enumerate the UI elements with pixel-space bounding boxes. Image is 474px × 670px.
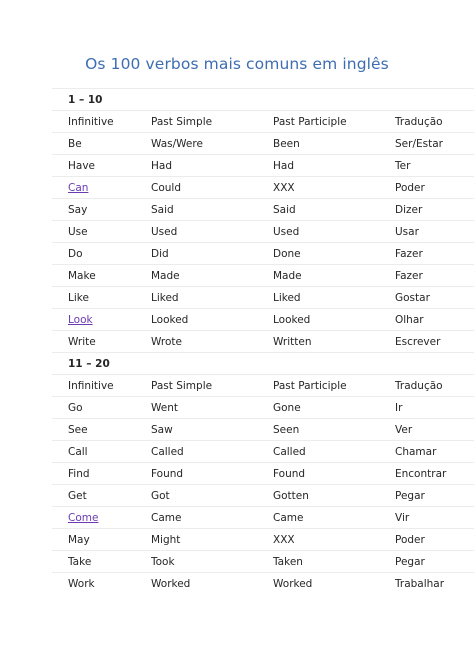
- table-row: [52, 176, 474, 198]
- translation-cell: Dizer: [395, 204, 423, 216]
- table-row: [52, 396, 474, 418]
- translation-cell: Pegar: [395, 490, 425, 502]
- past-simple-cell: Was/Were: [151, 138, 203, 150]
- past-participle-cell: Found: [273, 468, 306, 480]
- translation-cell: Vir: [395, 512, 410, 524]
- table-row: [52, 440, 474, 462]
- past-simple-cell: Used: [151, 226, 178, 238]
- table-row: [52, 132, 474, 154]
- column-header-row: [52, 110, 474, 132]
- translation-cell: Ver: [395, 424, 413, 436]
- past-simple-cell: Went: [151, 402, 178, 414]
- past-simple-cell: Found: [151, 468, 184, 480]
- past-participle-cell: Worked: [273, 578, 313, 590]
- past-simple-cell: Got: [151, 490, 170, 502]
- past-participle-cell: Gone: [273, 402, 301, 414]
- infinitive-cell: See: [68, 424, 88, 436]
- table-row: [52, 242, 474, 264]
- past-participle-cell: XXX: [273, 182, 295, 194]
- past-participle-cell: Used: [273, 226, 300, 238]
- column-header: Tradução: [395, 380, 443, 392]
- translation-cell: Pegar: [395, 556, 425, 568]
- table-row: [52, 286, 474, 308]
- infinitive-cell: Make: [68, 270, 96, 282]
- infinitive-cell: Write: [68, 336, 96, 348]
- translation-cell: Gostar: [395, 292, 430, 304]
- past-participle-cell: Looked: [273, 314, 311, 326]
- translation-cell: Olhar: [395, 314, 424, 326]
- infinitive-cell: Call: [68, 446, 88, 458]
- infinitive-cell: May: [68, 534, 90, 546]
- column-header: Infinitive: [68, 116, 114, 128]
- page-title: Os 100 verbos mais comuns em inglês: [85, 55, 389, 73]
- column-header: Past Participle: [273, 116, 347, 128]
- translation-cell: Usar: [395, 226, 419, 238]
- infinitive-cell: Like: [68, 292, 89, 304]
- past-simple-cell: Could: [151, 182, 181, 194]
- table-row: [52, 330, 474, 352]
- translation-cell: Ir: [395, 402, 403, 414]
- infinitive-cell: Take: [68, 556, 92, 568]
- verb-link-come[interactable]: Come: [68, 512, 99, 524]
- infinitive-cell: Go: [68, 402, 83, 414]
- translation-cell: Poder: [395, 182, 425, 194]
- table-row: [52, 462, 474, 484]
- section-header: [52, 352, 474, 374]
- column-header: Past Simple: [151, 116, 213, 128]
- past-simple-cell: Looked: [151, 314, 189, 326]
- past-participle-cell: Called: [273, 446, 306, 458]
- past-participle-cell: Seen: [273, 424, 300, 436]
- translation-cell: Escrever: [395, 336, 441, 348]
- translation-cell: Chamar: [395, 446, 437, 458]
- past-simple-cell: Said: [151, 204, 174, 216]
- infinitive-cell: Work: [68, 578, 95, 590]
- past-participle-cell: Been: [273, 138, 300, 150]
- table-row: [52, 154, 474, 176]
- past-simple-cell: Worked: [151, 578, 191, 590]
- past-participle-cell: Made: [273, 270, 302, 282]
- table-row: [52, 418, 474, 440]
- past-simple-cell: Did: [151, 248, 169, 260]
- table-row: [52, 220, 474, 242]
- column-header-row: [52, 374, 474, 396]
- infinitive-cell: Have: [68, 160, 96, 172]
- translation-cell: Fazer: [395, 270, 423, 282]
- infinitive-cell: Say: [68, 204, 88, 216]
- table-row: [52, 484, 474, 506]
- past-simple-cell: Called: [151, 446, 184, 458]
- column-header: Past Participle: [273, 380, 347, 392]
- translation-cell: Encontrar: [395, 468, 447, 480]
- translation-cell: Ser/Estar: [395, 138, 443, 150]
- past-simple-cell: Came: [151, 512, 182, 524]
- infinitive-cell: Do: [68, 248, 83, 260]
- column-header: Tradução: [395, 116, 443, 128]
- table-row: [52, 308, 474, 330]
- translation-cell: Trabalhar: [395, 578, 445, 590]
- past-participle-cell: Written: [273, 336, 312, 348]
- translation-cell: Fazer: [395, 248, 423, 260]
- section-label: 1 – 10: [68, 94, 103, 106]
- verb-link-can[interactable]: Can: [68, 182, 89, 194]
- past-participle-cell: Had: [273, 160, 294, 172]
- past-simple-cell: Might: [151, 534, 181, 546]
- verb-link-look[interactable]: Look: [68, 314, 93, 326]
- past-simple-cell: Made: [151, 270, 180, 282]
- section-header: [52, 88, 474, 110]
- table-row: [52, 198, 474, 220]
- table-row: [52, 264, 474, 286]
- past-simple-cell: Wrote: [151, 336, 182, 348]
- past-simple-cell: Took: [151, 556, 175, 568]
- column-header: Past Simple: [151, 380, 213, 392]
- past-participle-cell: Gotten: [273, 490, 309, 502]
- past-simple-cell: Had: [151, 160, 172, 172]
- table-row: [52, 572, 474, 594]
- section-label: 11 – 20: [68, 358, 110, 370]
- past-participle-cell: Liked: [273, 292, 301, 304]
- translation-cell: Poder: [395, 534, 425, 546]
- past-participle-cell: Taken: [273, 556, 303, 568]
- past-simple-cell: Saw: [151, 424, 173, 436]
- infinitive-cell: Be: [68, 138, 82, 150]
- table-row: [52, 506, 474, 528]
- past-participle-cell: XXX: [273, 534, 295, 546]
- past-participle-cell: Came: [273, 512, 304, 524]
- past-simple-cell: Liked: [151, 292, 179, 304]
- table-row: [52, 550, 474, 572]
- table-row: [52, 528, 474, 550]
- infinitive-cell: Find: [68, 468, 90, 480]
- translation-cell: Ter: [395, 160, 411, 172]
- column-header: Infinitive: [68, 380, 114, 392]
- past-participle-cell: Done: [273, 248, 301, 260]
- infinitive-cell: Get: [68, 490, 87, 502]
- infinitive-cell: Use: [68, 226, 88, 238]
- past-participle-cell: Said: [273, 204, 296, 216]
